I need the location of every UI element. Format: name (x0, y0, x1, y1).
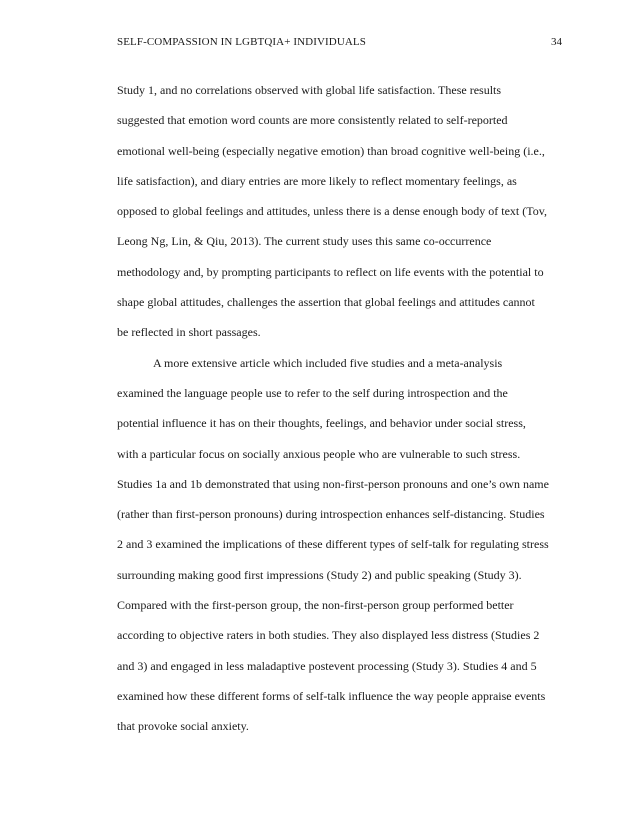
text-line: and 3) and engaged in less maladaptive postevent processing (Study 3). Studies 4 and 5 (117, 658, 537, 673)
text-line: opposed to global feelings and attitudes, unless there is a dense enough body of text (Tov, (117, 204, 547, 219)
text-line: be reflected in short passages. (117, 325, 261, 340)
body-text (117, 75, 567, 742)
text-line: surrounding making good first impressions (Study 2) and public speaking (Study 3). (117, 567, 522, 582)
text-line: Leong Ng, Lin, & Qiu, 2013). The current study uses this same co-occurrence (117, 234, 492, 249)
page-number: 34 (551, 36, 562, 48)
text-line: according to objective raters in both studies. They also displayed less distress (Studies 2 (117, 628, 540, 643)
text-line: that provoke social anxiety. (117, 719, 249, 734)
text-line: 2 and 3 examined the implications of these different types of self-talk for regulating stress (117, 537, 549, 552)
text-line: shape global attitudes, challenges the assertion that global feelings and attitudes cannot (117, 295, 535, 310)
text-line: Study 1, and no correlations observed with global life satisfaction. These results (117, 83, 502, 97)
text-line: (rather than first-person pronouns) during introspection enhances self-distancing. Studies (117, 507, 545, 522)
text-line: methodology and, by prompting participants to reflect on life events with the potential to (117, 264, 544, 279)
paragraph-first-line: A more extensive article which included five studies and a meta-analysis (153, 355, 503, 370)
text-line: potential influence it has on their thoughts, feelings, and behavior under social stress, (117, 416, 526, 431)
text-line: with a particular focus on socially anxious people who are vulnerable to such stress. (117, 446, 521, 461)
text-line: suggested that emotion word counts are more consistently related to self-reported (117, 113, 508, 128)
text-line: Compared with the first-person group, the non-first-person group performed better (117, 598, 514, 613)
text-line: examined how these different forms of self-talk influence the way people appraise events (117, 688, 546, 703)
running-head: SELF-COMPASSION IN LGBTQIA+ INDIVIDUALS (117, 36, 366, 48)
text-line: Studies 1a and 1b demonstrated that using non-first-person pronouns and one’s own name (117, 476, 549, 491)
text-line: emotional well-being (especially negative emotion) than broad cognitive well-being (i.e., (117, 143, 545, 158)
text-line: examined the language people use to refer to the self during introspection and the (117, 385, 508, 400)
text-line: life satisfaction), and diary entries are more likely to reflect momentary feelings, as (117, 173, 517, 188)
